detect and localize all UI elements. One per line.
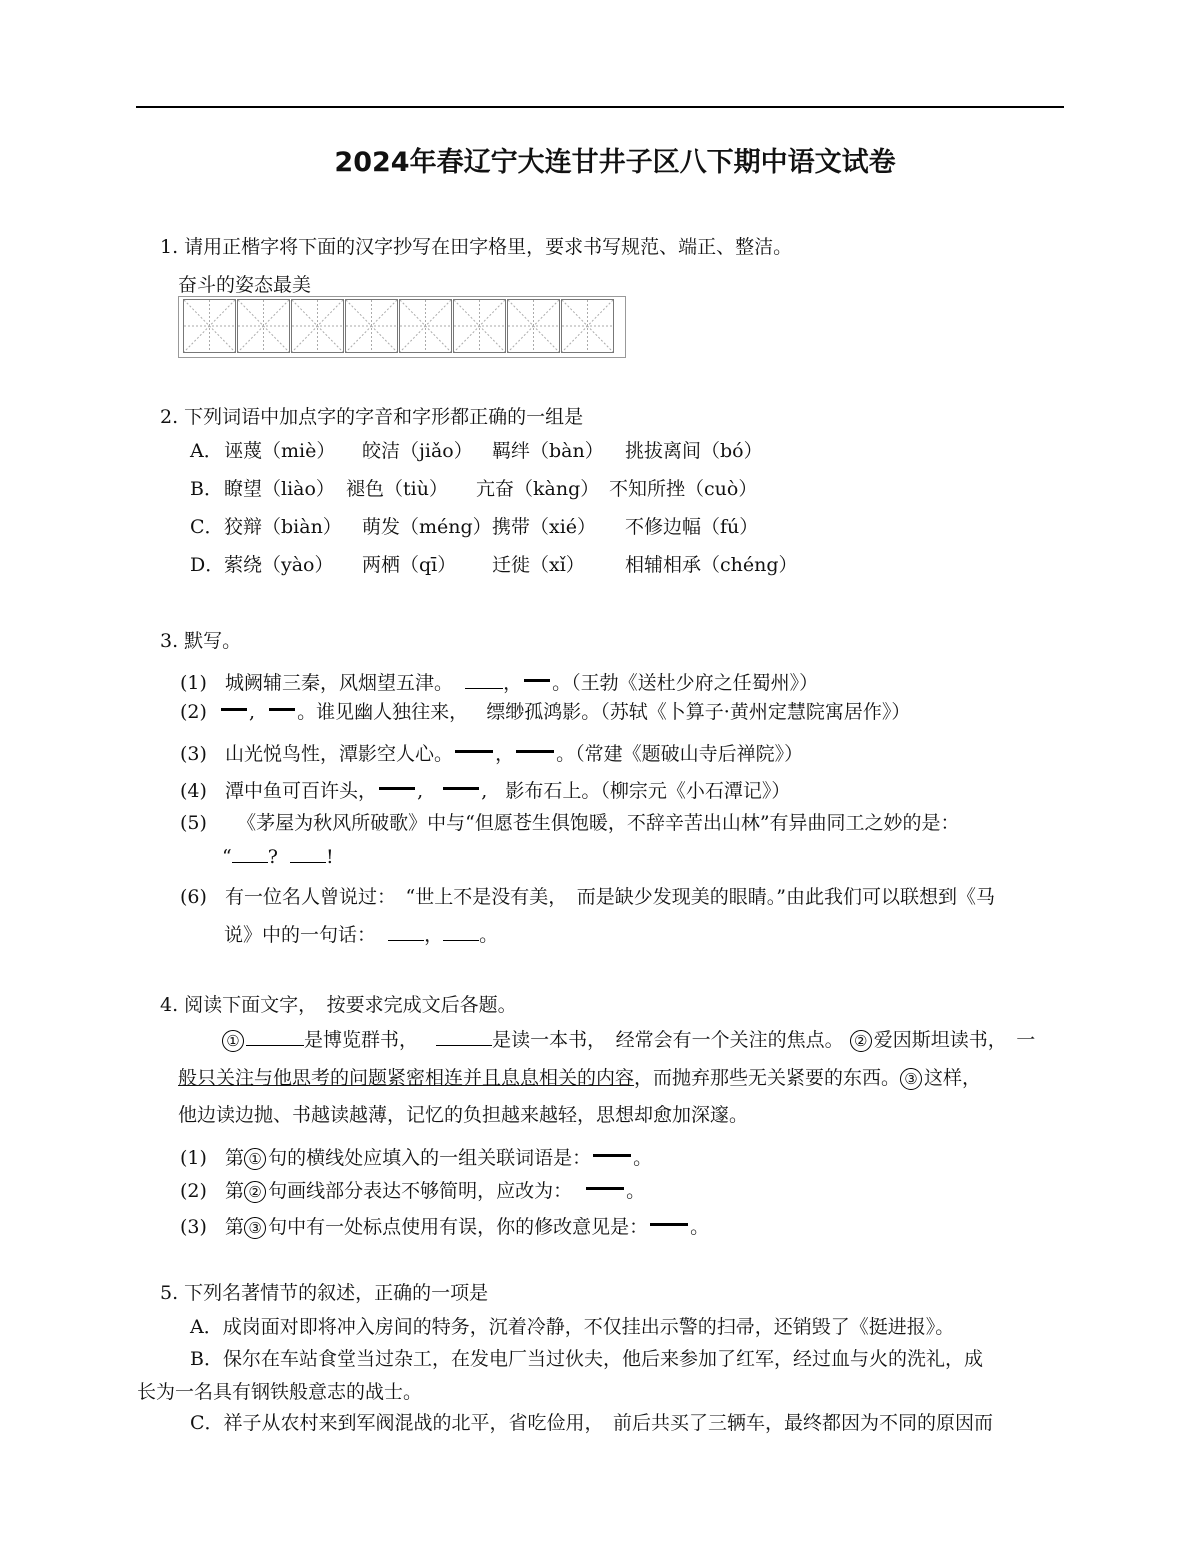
- q4-sub-3: (3) 第 ③ 句中有一处标点使用有误，你的修改意见是： 。: [180, 1216, 710, 1238]
- q2-option-item: 相辅相承（chéng）: [625, 554, 798, 576]
- page-title: 2024年春辽宁大连甘井子区八下期中语文试卷: [334, 147, 896, 178]
- q5-option-b-line-2: 长为一名具有钢铁般意志的战士。: [137, 1381, 423, 1403]
- tianzige-cell[interactable]: [183, 299, 236, 353]
- q3-line-4: (4) 潭中鱼可百许头， , , 影布石上。（柳宗元《小石潭记》）: [180, 780, 791, 802]
- q5-option-b-line-1: B．保尔在车站食堂当过杂工，在发电厂当过伙夫，他后来参加了红军，经过血与火的洗礼，成: [190, 1348, 983, 1370]
- q5-stem: 5. 下列名著情节的叙述，正确的一项是: [160, 1282, 489, 1304]
- q2-option-item: 迁徙（xǐ）: [492, 554, 585, 576]
- q2-option-item: 萦绕（yào）: [224, 554, 334, 576]
- tianzige-cell[interactable]: [237, 299, 290, 353]
- q2-option-item: 不知所挫（cuò）: [609, 478, 758, 500]
- q2-option-item: 狡辩（biàn）: [224, 516, 342, 538]
- q3-stem: 3. 默写。: [160, 630, 242, 652]
- q3-line-1: (1) 城阙辅三秦，风烟望五津。 ， 。（王勃《送杜少府之任蜀州》）: [180, 672, 819, 694]
- q2-option-item: 萌发（méng）: [362, 516, 492, 538]
- q5-option-a: A．成岗面对即将冲入房间的特务，沉着冷静，不仅挂出示警的扫帚，还销毁了《挺进报》。: [190, 1316, 955, 1338]
- q4-para-line-1: ① 是博览群书， 是读一本书， 经常会有一个关注的焦点。 ② 爱因斯坦读书， 一: [222, 1025, 1035, 1052]
- q2-stem: 2. 下列词语中加点字的字音和字形都正确的一组是: [160, 406, 584, 428]
- q3-line-5b: “ ? !: [222, 846, 334, 868]
- q2-option-item: 不修边幅（fú）: [625, 516, 759, 538]
- tianzige-cell[interactable]: [507, 299, 560, 353]
- q4-sub-2: (2) 第 ② 句画线部分表达不够简明，应改为： 。: [180, 1180, 646, 1202]
- q2-option-label: B．: [190, 478, 223, 500]
- tianzige-grid[interactable]: [178, 296, 626, 358]
- q2-option-item: 褪色（tiù）: [346, 478, 448, 500]
- q1-phrase: 奋斗的姿态最美: [178, 274, 312, 296]
- q2-option-item: 携带（xié）: [492, 516, 597, 538]
- q2-option-item: 皎洁（jiǎo）: [362, 440, 473, 462]
- tianzige-cell[interactable]: [399, 299, 452, 353]
- q2-option-item: 诬蔑（miè）: [224, 440, 336, 462]
- q2-option-item: 羁绊（bàn）: [492, 440, 604, 462]
- tianzige-cell[interactable]: [291, 299, 344, 353]
- q1-stem: 1. 请用正楷字将下面的汉字抄写在田字格里，要求书写规范、端正、整洁。: [160, 236, 793, 258]
- q4-para-line-2: 般只关注与他思考的问题紧密相连并且息息相关的内容，而抛弃那些无关紧要的东西。 ③ 这样，: [178, 1067, 982, 1089]
- q2-option-label: A．: [190, 440, 223, 462]
- q3-line-2: (2) , 。谁见幽人独往来， 缥缈孤鸿影。（苏轼《卜算子·黄州定慧院寓居作》）: [180, 701, 911, 723]
- q3-line-3: (3) 山光悦鸟性，潭影空人心。 ， 。（常建《题破山寺后禅院》）: [180, 743, 804, 765]
- q2-option-label: D．: [190, 554, 225, 576]
- q2-option-label: C．: [190, 516, 224, 538]
- tianzige-cell[interactable]: [561, 299, 614, 353]
- q2-option-item: 挑拔离间（bó）: [625, 440, 763, 462]
- q3-line-5: (5) 《茅屋为秋风所破歌》中与“但愿苍生俱饱暖，不辞辛苦出山林”有异曲同工之妙的是：: [180, 812, 960, 834]
- q2-option-item: 亢奋（kàng）: [476, 478, 600, 500]
- q3-line-6b: 说》中的一句话： ， 。: [224, 924, 499, 946]
- q2-option-item: 瞭望（liào）: [224, 478, 335, 500]
- q4-sub-1: (1) 第 ① 句的横线处应填入的一组关联词语是： 。: [180, 1147, 653, 1169]
- q3-line-6: (6) 有一位名人曾说过： “世上不是没有美， 而是缺少发现美的眼睛。”由此我们可以联想到《马: [180, 886, 995, 908]
- tianzige-cell[interactable]: [453, 299, 506, 353]
- q5-option-c-line-1: C．祥子从农村来到军阀混战的北平，省吃俭用， 前后共买了三辆车，最终都因为不同的原因而: [190, 1412, 994, 1434]
- q4-stem: 4. 阅读下面文字， 按要求完成文后各题。: [160, 994, 517, 1016]
- q4-para-line-3: 他边读边抛、书越读越薄，记忆的负担越来越轻，思想却愈加深邃。: [178, 1104, 749, 1126]
- header-rule: [136, 106, 1064, 108]
- tianzige-cell[interactable]: [345, 299, 398, 353]
- q2-option-item: 两栖（qī）: [362, 554, 457, 576]
